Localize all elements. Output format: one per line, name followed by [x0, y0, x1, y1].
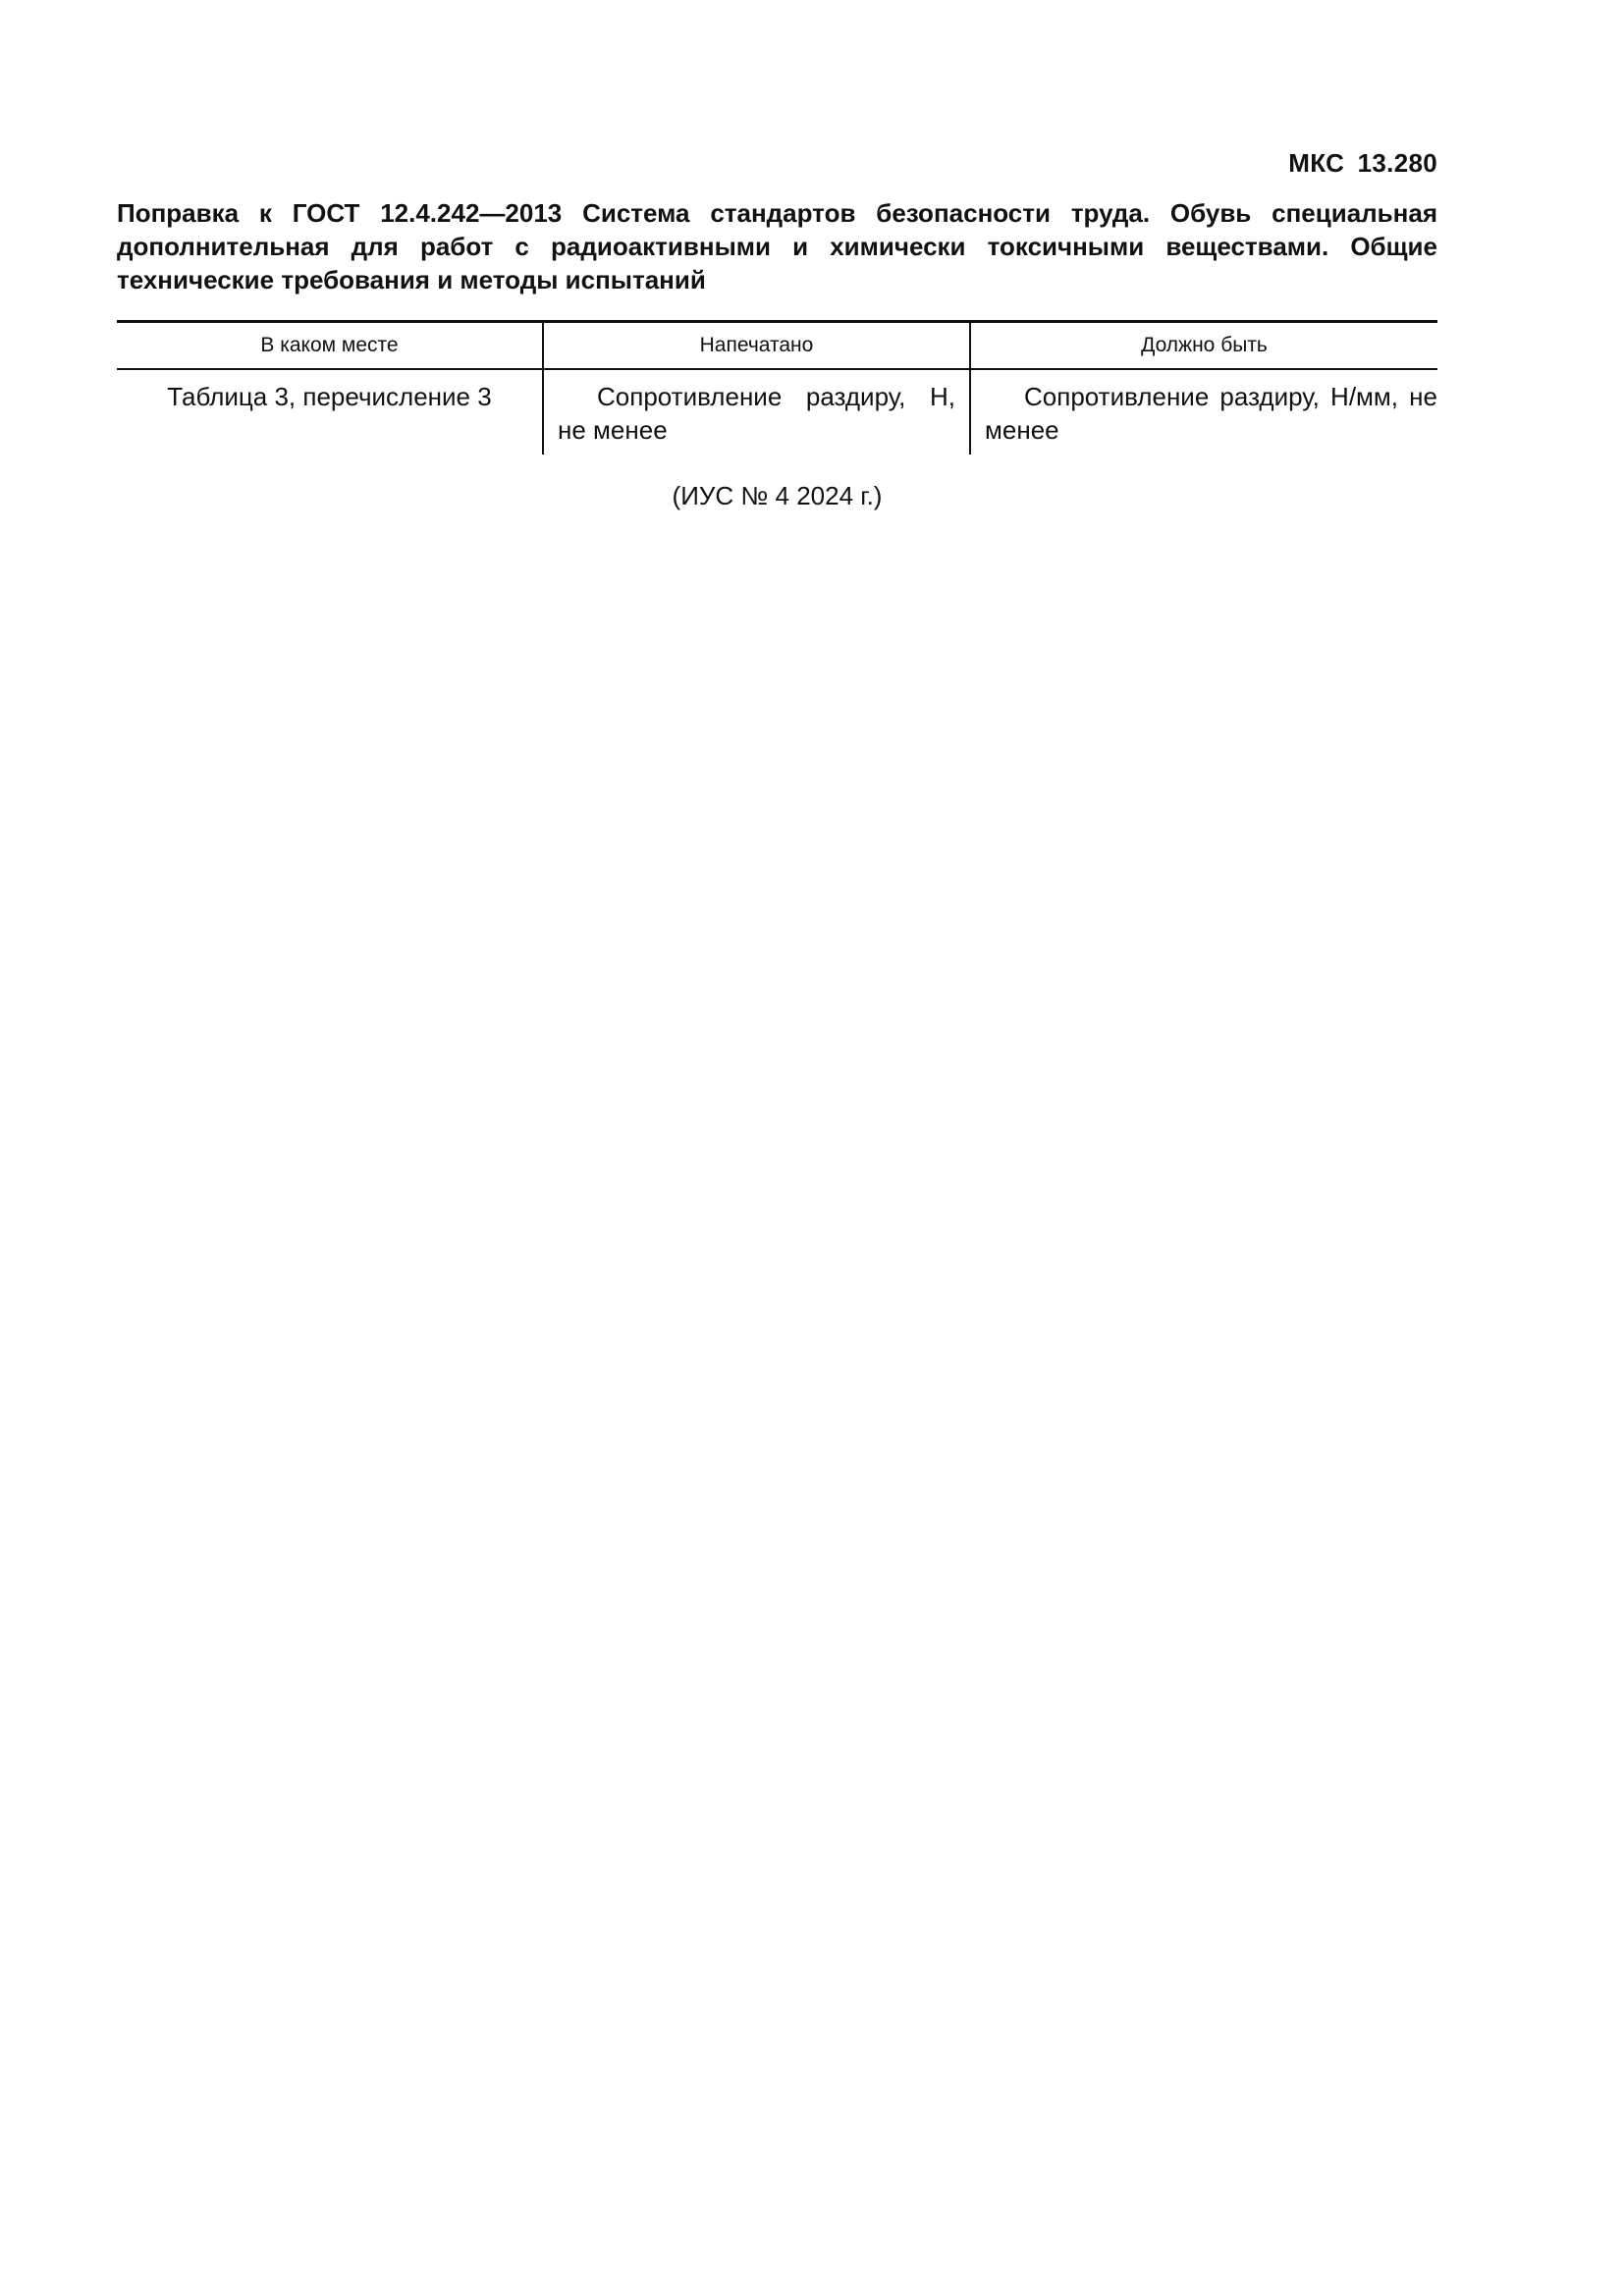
- table-row: [117, 369, 1437, 454]
- amendment-title: Поправка к ГОСТ 12.4.242—2013 Система стандартов безопасности труда. Обувь специальная дополнительная для работ с радиоактивными и химически токсичными веществами. Общие технические требования и методы испытаний: [117, 198, 1437, 294]
- amendment-table: [117, 320, 1437, 454]
- table-header-row: [117, 322, 1437, 370]
- column-header-should-be: Должно быть: [970, 322, 1437, 370]
- publication-source: (ИУС № 4 2024 г.): [672, 481, 883, 510]
- mks-code: МКС 13.280: [1288, 148, 1437, 178]
- cell-printed: Сопротивление раздиру, Н, не менее: [543, 369, 970, 454]
- column-header-printed: Напечатано: [543, 322, 970, 370]
- column-header-where: В каком месте: [117, 322, 543, 370]
- cell-should-be: Сопротивление раздиру, Н/мм, не менее: [970, 369, 1437, 454]
- cell-where: Таблица 3, перечисление 3: [167, 382, 492, 411]
